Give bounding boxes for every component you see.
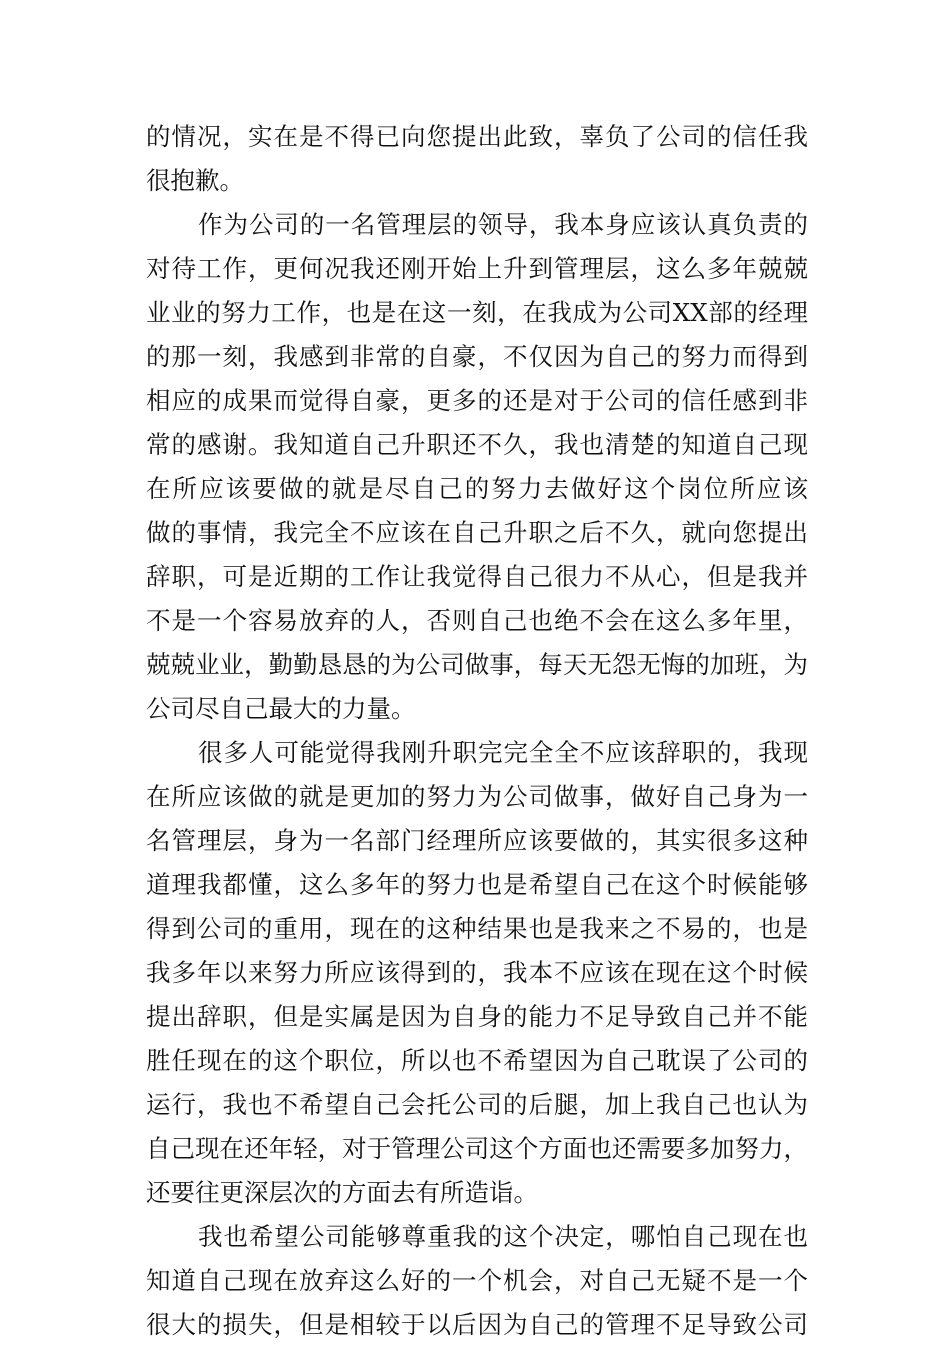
- text-line: 很大的损失，但是相较于以后因为自己的管理不足导致公司: [146, 1310, 808, 1339]
- document-page: [146, 115, 808, 1347]
- text-line: 知道自己现在放弃这么好的一个机会，对自己无疑不是一个: [146, 1266, 808, 1295]
- text-line: 对待工作，更何况我还刚开始上升到管理层，这么多年兢兢: [146, 254, 808, 283]
- text-line: 名管理层，身为一名部门经理所应该要做的，其实很多这种: [146, 826, 808, 855]
- paragraph-3: [146, 731, 808, 1215]
- text-line: 还要往更深层次的方面去有所造诣。: [146, 1178, 538, 1207]
- text-line: 很抱歉。: [146, 166, 244, 195]
- text-line: 公司尽自己最大的力量。: [146, 694, 416, 723]
- paragraph-2: [146, 203, 808, 731]
- text-line: 辞职，可是近期的工作让我觉得自己很力不从心，但是我并: [146, 562, 808, 591]
- text-line: 提出辞职，但是实属是因为自身的能力不足导致自己并不能: [146, 1002, 808, 1031]
- text-line: 胜任现在的这个职位，所以也不希望因为自己耽误了公司的: [146, 1046, 808, 1075]
- text-line: 兢兢业业，勤勤恳恳的为公司做事，每天无怨无悔的加班，为: [146, 650, 808, 679]
- text-line: 我也希望公司能够尊重我的这个决定，哪怕自己现在也: [198, 1222, 808, 1251]
- paragraph-4: [146, 1215, 808, 1347]
- text-line: 的情况，实在是不得已向您提出此致，辜负了公司的信任我: [146, 122, 808, 151]
- text-line: 运行，我也不希望自己会托公司的后腿，加上我自己也认为: [146, 1090, 808, 1119]
- text-line: 在所应该做的就是更加的努力为公司做事，做好自己身为一: [146, 782, 808, 811]
- text-line: 在所应该要做的就是尽自己的努力去做好这个岗位所应该: [146, 474, 808, 503]
- text-line: 不是一个容易放弃的人，否则自己也绝不会在这么多年里，: [146, 606, 808, 635]
- text-line: 我多年以来努力所应该得到的，我本不应该在现在这个时候: [146, 958, 808, 987]
- text-line: 自己现在还年轻，对于管理公司这个方面也还需要多加努力，: [146, 1134, 808, 1163]
- text-line: 很多人可能觉得我刚升职完完全全不应该辞职的，我现: [198, 738, 808, 767]
- text-line: 相应的成果而觉得自豪，更多的还是对于公司的信任感到非: [146, 386, 808, 415]
- text-line: 做的事情，我完全不应该在自己升职之后不久，就向您提出: [146, 518, 808, 547]
- text-line: 作为公司的一名管理层的领导，我本身应该认真负责的: [198, 210, 808, 239]
- text-line: 业业的努力工作，也是在这一刻，在我成为公司XX部的经理: [146, 298, 808, 327]
- text-line: 道理我都懂，这么多年的努力也是希望自己在这个时候能够: [146, 870, 808, 899]
- text-line: 常的感谢。我知道自己升职还不久，我也清楚的知道自己现: [146, 430, 808, 459]
- text-line: 的那一刻，我感到非常的自豪，不仅因为自己的努力而得到: [146, 342, 808, 371]
- paragraph-1: [146, 115, 808, 203]
- text-line: 得到公司的重用，现在的这种结果也是我来之不易的，也是: [146, 914, 808, 943]
